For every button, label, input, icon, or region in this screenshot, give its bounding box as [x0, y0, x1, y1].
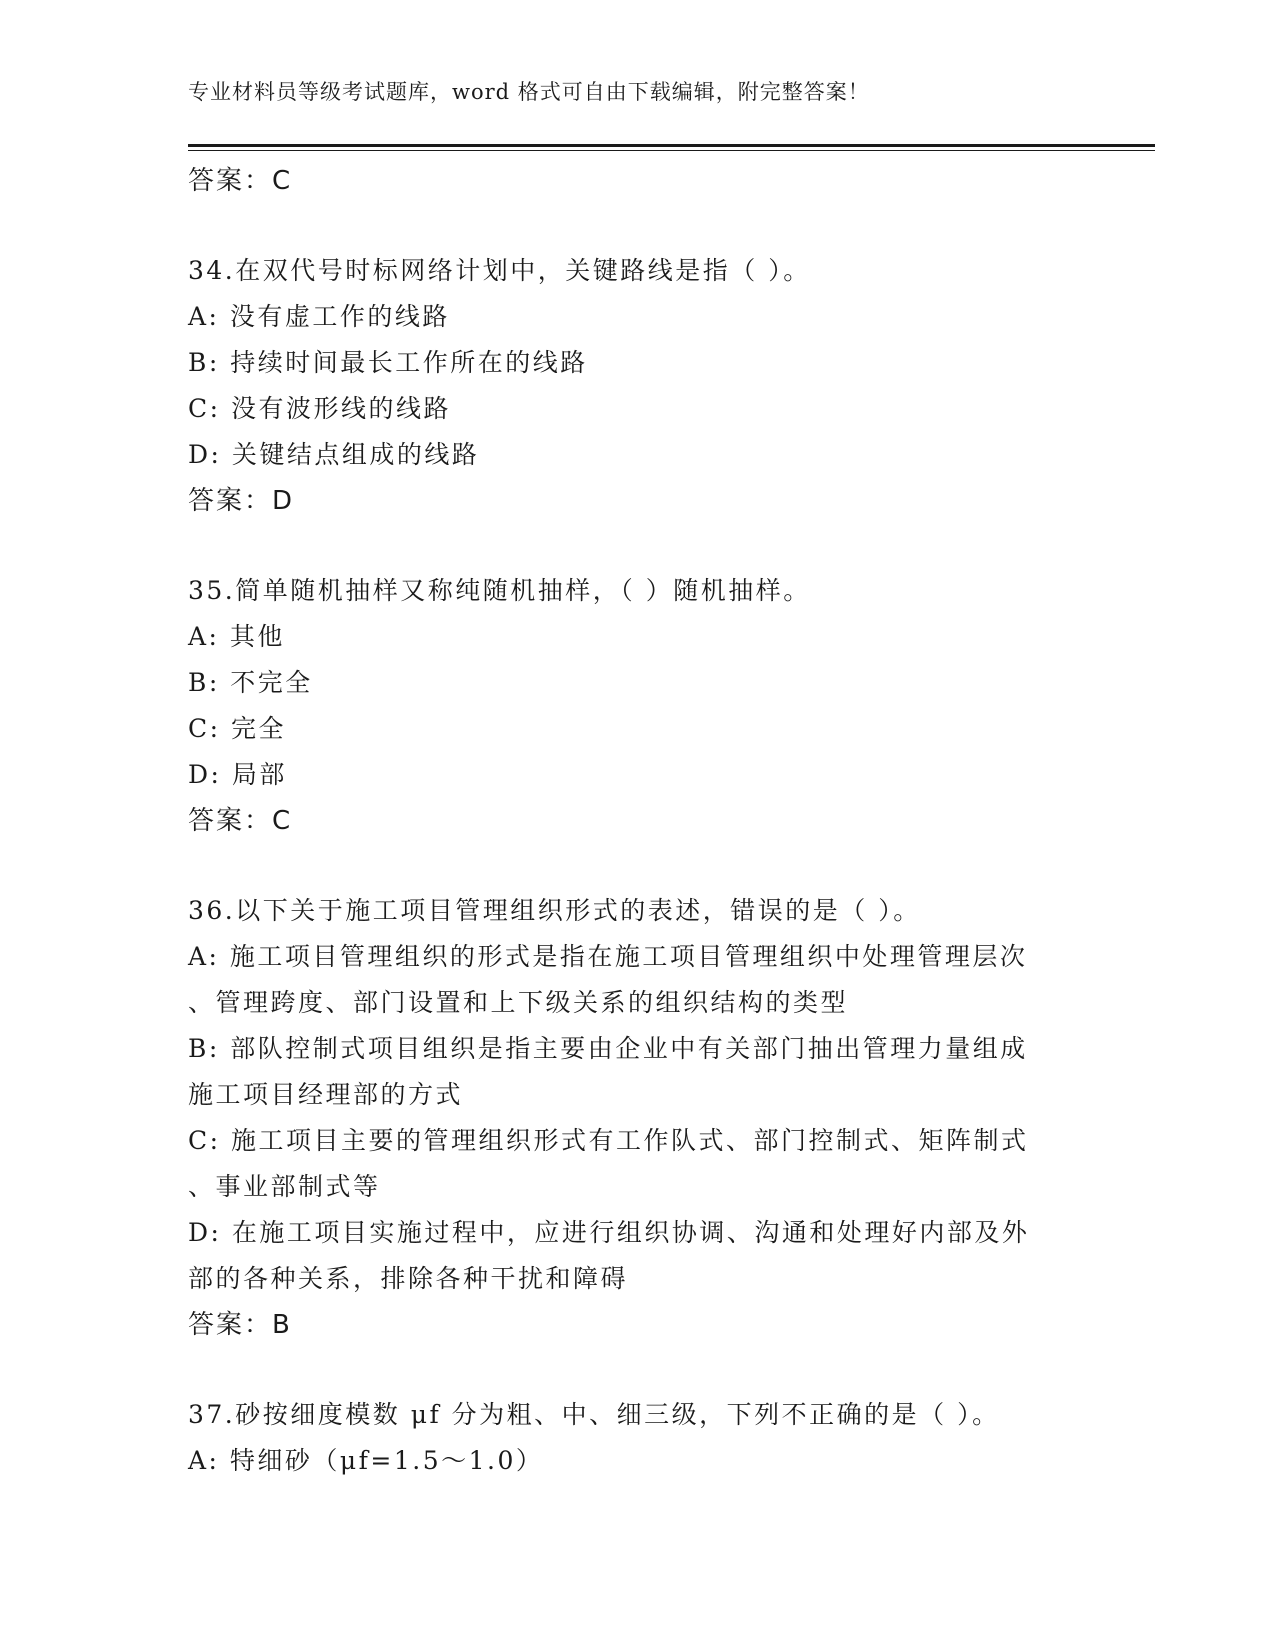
option-a: A: 没有虚工作的线路 [188, 302, 450, 331]
option-d: D: 在施工项目实施过程中，应进行组织协调、沟通和处理好内部及外 [188, 1218, 1030, 1247]
option-c-continued: 、事业部制式等 [188, 1172, 381, 1201]
answer: 答案：D [188, 486, 295, 516]
header-rule-thin [188, 150, 1155, 151]
option-a: A: 其他 [188, 622, 285, 651]
question-stem: 35.简单随机抽样又称纯随机抽样，（ ）随机抽样。 [188, 576, 811, 605]
option-b: B: 持续时间最长工作所在的线路 [188, 348, 588, 377]
spacer [188, 1348, 1088, 1392]
question-stem: 34.在双代号时标网络计划中，关键路线是指（ ）。 [188, 256, 811, 285]
question-37 [188, 1392, 1088, 1484]
question-35 [188, 568, 1088, 844]
option-c: C: 没有波形线的线路 [188, 394, 451, 423]
answer: 答案：B [188, 1310, 292, 1340]
option-d: D: 关键结点组成的线路 [188, 440, 480, 469]
question-stem: 37.砂按细度模数 μf 分为粗、中、细三级，下列不正确的是（ ）。 [188, 1400, 1000, 1429]
option-a: A: 施工项目管理组织的形式是指在施工项目管理组织中处理管理层次 [188, 942, 1028, 971]
answer: 答案：C [188, 806, 293, 836]
option-a: A: 特细砂（μf=1.5～1.0） [188, 1446, 544, 1475]
option-d-continued: 部的各种关系，排除各种干扰和障碍 [188, 1264, 629, 1293]
header-rule [188, 144, 1155, 147]
option-b-continued: 施工项目经理部的方式 [188, 1080, 464, 1109]
option-d: D: 局部 [188, 760, 287, 789]
question-36 [188, 888, 1088, 1348]
spacer [188, 844, 1088, 888]
question-list [188, 158, 1088, 1484]
option-a-continued: 、管理跨度、部门设置和上下级关系的组织结构的类型 [188, 988, 849, 1017]
spacer [188, 204, 1088, 248]
question-stem: 36.以下关于施工项目管理组织形式的表述，错误的是（ ）。 [188, 896, 921, 925]
answer-prev: 答案：C [188, 166, 293, 196]
option-c: C: 施工项目主要的管理组织形式有工作队式、部门控制式、矩阵制式 [188, 1126, 1029, 1155]
spacer [188, 524, 1088, 568]
option-c: C: 完全 [188, 714, 286, 743]
question-34 [188, 248, 1088, 524]
option-b: B: 部队控制式项目组织是指主要由企业中有关部门抽出管理力量组成 [188, 1034, 1028, 1063]
header-note: 专业材料员等级考试题库，word 格式可自由下载编辑，附完整答案！ [188, 80, 870, 104]
option-b: B: 不完全 [188, 668, 313, 697]
